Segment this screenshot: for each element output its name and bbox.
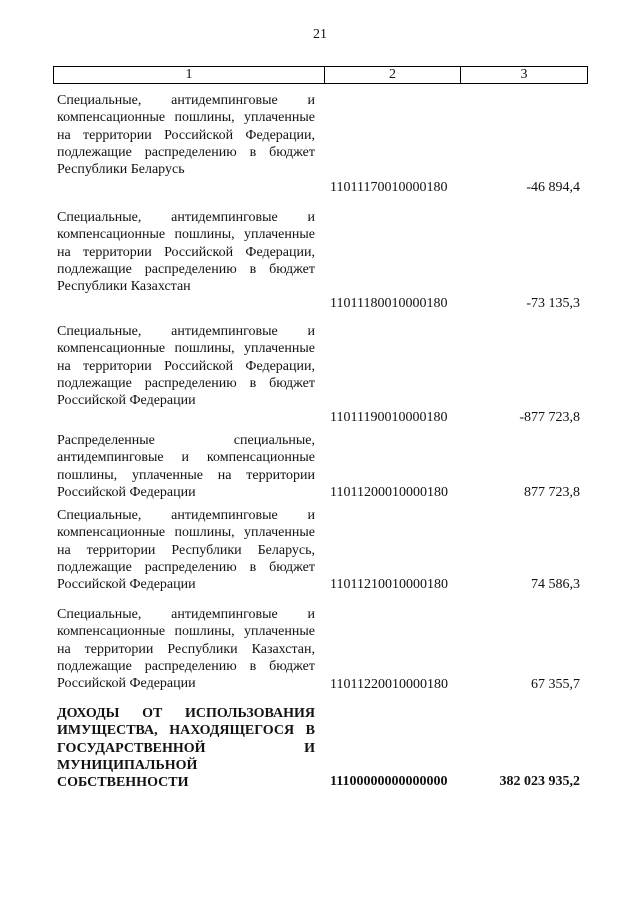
row-amount: -73 135,3 bbox=[526, 296, 580, 311]
row-code: 11011180010000180 bbox=[330, 296, 448, 311]
header-col-1: 1 bbox=[185, 67, 193, 82]
table-header bbox=[53, 66, 588, 84]
row-amount: 67 355,7 bbox=[531, 677, 580, 692]
row-amount: -46 894,4 bbox=[526, 180, 580, 195]
row-description: Специальные, антидемпинговые и компенсационные пошлины, уплаченные на территории Российской Федерации, подлежащие распределению в бюджет Российской Федерации bbox=[57, 324, 315, 409]
row-description: Распределенные специальные, антидемпинговые и компенсационные пошлины, уплаченные на территории Российской Федерации bbox=[57, 433, 315, 500]
row-description: ДОХОДЫ ОТ ИСПОЛЬЗОВАНИЯ ИМУЩЕСТВА, НАХОДЯЩЕГОСЯ В ГОСУДАРСТВЕННОЙ И МУНИЦИПАЛЬНОЙ СОБСТВЕННОСТИ bbox=[57, 706, 315, 791]
page-number: 21 bbox=[313, 27, 327, 42]
row-code: 11100000000000000 bbox=[330, 774, 448, 789]
row-amount: 877 723,8 bbox=[524, 485, 580, 500]
header-col-3: 3 bbox=[460, 67, 587, 83]
row-code: 11011200010000180 bbox=[330, 485, 448, 500]
row-amount: 382 023 935,2 bbox=[499, 774, 580, 789]
row-description: Специальные, антидемпинговые и компенсационные пошлины, уплаченные на территории Российской Федерации, подлежащие распределению в бюджет Республики Казахстан bbox=[57, 210, 315, 295]
row-amount: 74 586,3 bbox=[531, 577, 580, 592]
header-col-2: 2 bbox=[324, 67, 460, 83]
row-code: 11011170010000180 bbox=[330, 180, 448, 195]
row-description: Специальные, антидемпинговые и компенсационные пошлины, уплаченные на территории Республики Беларусь, подлежащие распределению в бюджет Российской Федерации bbox=[57, 508, 315, 593]
row-description: Специальные, антидемпинговые и компенсационные пошлины, уплаченные на территории Российской Федерации, подлежащие распределению в бюджет Республики Беларусь bbox=[57, 93, 315, 178]
row-description: Специальные, антидемпинговые и компенсационные пошлины, уплаченные на территории Республики Казахстан, подлежащие распределению в бюджет Российской Федерации bbox=[57, 607, 315, 692]
row-code: 11011210010000180 bbox=[330, 577, 448, 592]
row-code: 11011190010000180 bbox=[330, 410, 448, 425]
row-code: 11011220010000180 bbox=[330, 677, 448, 692]
row-amount: -877 723,8 bbox=[519, 410, 580, 425]
